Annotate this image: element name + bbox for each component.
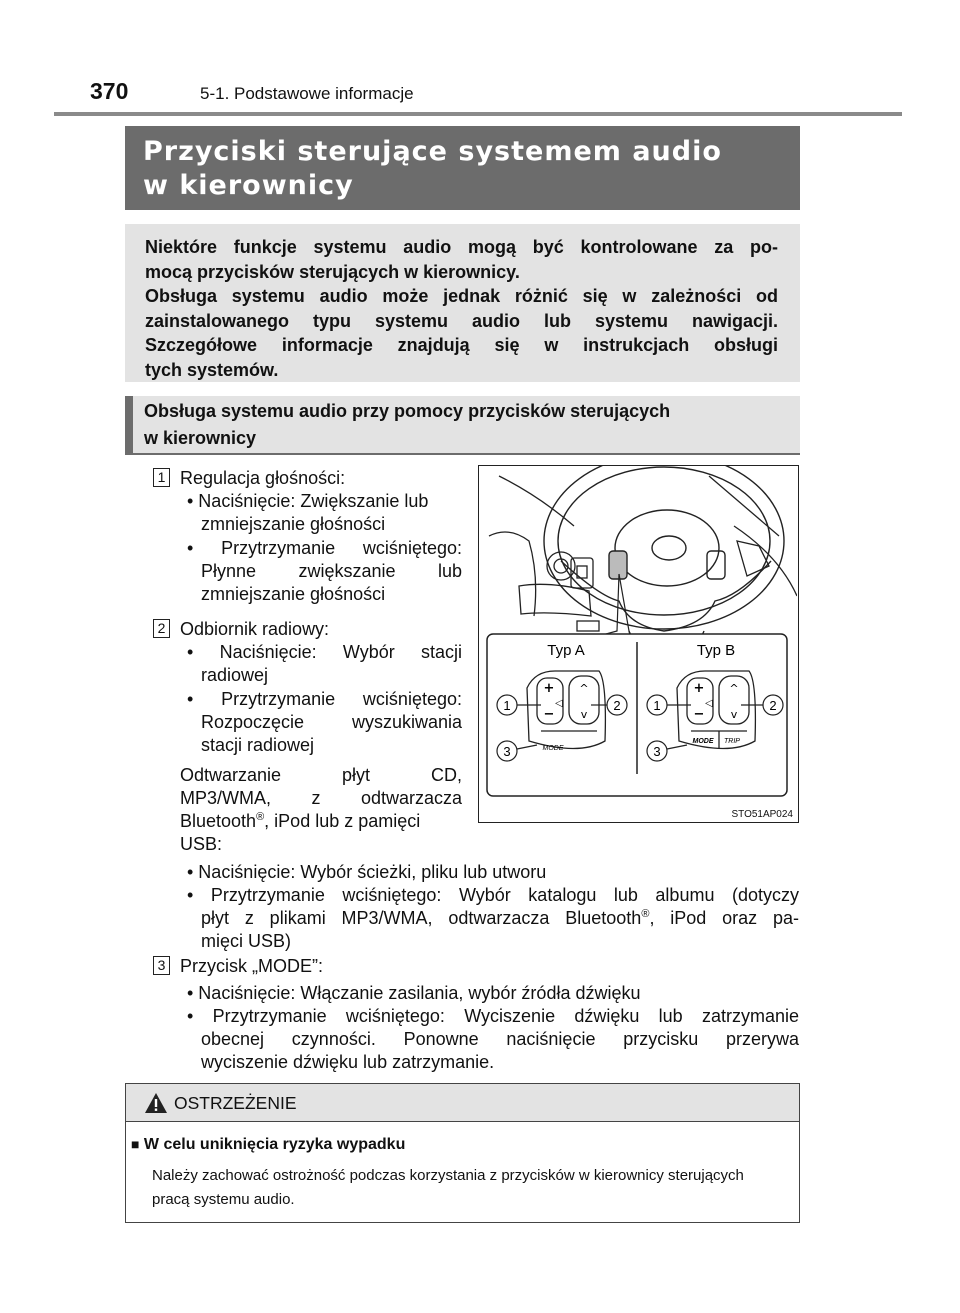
callout-leader-line	[619, 574, 634, 641]
page-title-line-2: w kierownicy	[143, 170, 354, 201]
callout-1-b-label: 1	[653, 698, 661, 713]
volume-down-icon: −	[543, 707, 555, 722]
item-2-paragraph: MP3/WMA, z odtwarzacza	[180, 788, 462, 808]
item-2-paragraph: USB:	[180, 834, 223, 854]
intro-line: mocą przycisków sterujących w kierownicy.	[145, 261, 520, 282]
callout-2-a-label: 2	[613, 698, 621, 713]
page-number: 370	[90, 78, 129, 104]
seek-up-icon: ^	[729, 682, 739, 695]
item-number-badge-1: 1	[153, 468, 170, 487]
item-2-bullet-4-cont: płyt z plikami MP3/WMA, odtwarzacza Bluetooth®, iPod oraz pa-	[201, 908, 800, 928]
steering-wheel-illustration	[479, 466, 797, 821]
item-2-paragraph	[180, 810, 462, 832]
figure-code: STO51AP024	[731, 809, 793, 820]
intro-line: Niektóre funkcje systemu audio mogą być kontrolowane za po-	[145, 237, 778, 257]
callout-1-a-label: 1	[503, 698, 511, 713]
registered-mark: ®	[256, 811, 265, 823]
warning-title: OSTRZEŻENIE	[174, 1093, 297, 1113]
seek-up-icon: ^	[579, 682, 589, 695]
intro-line: Obsługa systemu audio może jednak różnić się w zależności od	[145, 286, 778, 306]
item-3-bullet-2: • Przytrzymanie wciśniętego: Wyciszenie dźwięku lub zatrzymanie	[187, 1006, 799, 1026]
callout-2-b-label: 2	[769, 698, 777, 713]
type-a-label: Typ A	[547, 642, 585, 659]
item-2-bullet-2-cont: stacji radiowej	[201, 735, 315, 755]
item-2-bullet-1: • Naciśnięcie: Wybór stacji	[187, 642, 462, 662]
item-1-bullet-1: • Naciśnięcie: Zwiększanie lub	[187, 491, 429, 511]
item-2-bullet-4-cont: mięci USB)	[201, 931, 292, 951]
item-3-bullet-2-cont: obecnej czynności. Ponowne naciśnięcie przycisku przerywa	[201, 1029, 799, 1049]
subsection-heading	[125, 396, 800, 454]
volume-up-icon: +	[693, 681, 705, 696]
warning-text: Należy zachować ostrożność podczas korzystania z przycisków w kierownicy sterujących pracą systemu audio.	[152, 1167, 744, 1208]
item-2-bullet-3: • Naciśnięcie: Wybór ścieżki, pliku lub utworu	[187, 862, 547, 882]
type-b-label: Typ B	[696, 642, 736, 659]
item-3-bullet-1: • Naciśnięcie: Włączanie zasilania, wybór źródła dźwięku	[187, 983, 641, 1003]
volume-down-icon: −	[693, 707, 705, 722]
subsection-rule	[125, 453, 800, 455]
steering-wheel-figure	[478, 465, 799, 823]
item-2-bullet-2: • Przytrzymanie wciśniętego:	[187, 689, 462, 709]
item-1-bullet-2-cont: Płynne zwiększanie lub	[201, 561, 462, 581]
warning-header	[126, 1084, 799, 1122]
mode-button-label-b: MODE	[692, 738, 714, 745]
intro-line: tych systemów.	[145, 359, 279, 380]
warning-subtitle: ■ W celu uniknięcia ryzyka wypadku	[131, 1136, 406, 1153]
bluetooth-label: Bluetooth	[180, 811, 257, 831]
item-2-title: Odbiornik radiowy:	[180, 619, 330, 639]
ipod-usb-label: , iPod lub z pamięci	[264, 811, 421, 831]
trip-button-label: TRIP	[724, 738, 740, 745]
item-number-badge-2: 2	[153, 619, 170, 638]
registered-mark: ®	[641, 908, 650, 920]
warning-triangle-icon	[144, 1092, 168, 1114]
item-1-bullet-2-cont: zmniejszanie głośności	[201, 584, 386, 604]
item-1-bullet-2: • Przytrzymanie wciśniętego:	[187, 538, 462, 558]
intro-box	[125, 224, 800, 382]
callout-3-a-label: 3	[503, 744, 511, 759]
warning-box	[125, 1083, 800, 1223]
item-3-title: Przycisk „MODE”:	[180, 956, 323, 976]
item-1-title: Regulacja głośności:	[180, 468, 346, 488]
speaker-icon: ◁	[705, 698, 713, 709]
volume-up-icon: +	[543, 681, 555, 696]
item-2-bullet-2-cont: Rozpoczęcie wyszukiwania	[201, 712, 462, 732]
seek-down-icon: v	[730, 708, 738, 721]
page-title-line-1: Przyciski sterujące systemem audio	[143, 136, 722, 167]
seek-down-icon: v	[580, 708, 588, 721]
header-rule	[54, 112, 902, 116]
item-2-bullet-4: • Przytrzymanie wciśniętego: Wybór katalogu lub albumu (dotyczy	[187, 885, 799, 905]
mode-button-label-a: MODE	[542, 745, 564, 752]
section-label: 5-1. Podstawowe informacje	[200, 84, 414, 103]
intro-line: zainstalowanego typu systemu audio lub systemu nawigacji.	[145, 310, 778, 331]
item-number-badge-3: 3	[153, 956, 170, 975]
subsection-heading-line-2: w kierownicy	[144, 428, 257, 448]
intro-line: Szczegółowe informacje znajdują się w instrukcjach obsługi	[145, 335, 778, 355]
square-bullet-icon: ■	[131, 1136, 140, 1152]
type-b-switch	[677, 671, 755, 749]
item-2-paragraph: Odtwarzanie płyt CD,	[180, 765, 462, 785]
type-a-switch	[527, 671, 605, 749]
item-1-bullet-1-cont: zmniejszanie głośności	[201, 514, 386, 534]
subsection-heading-line-1: Obsługa systemu audio przy pomocy przycisków sterujących	[144, 401, 671, 421]
item-2-bullet-1-cont: radiowej	[201, 665, 269, 685]
page-title	[125, 126, 800, 210]
callout-3-b-label: 3	[653, 744, 661, 759]
speaker-icon: ◁	[555, 698, 563, 709]
item-3-bullet-2-cont: wyciszenie dźwięku lub zatrzymanie.	[201, 1052, 495, 1072]
